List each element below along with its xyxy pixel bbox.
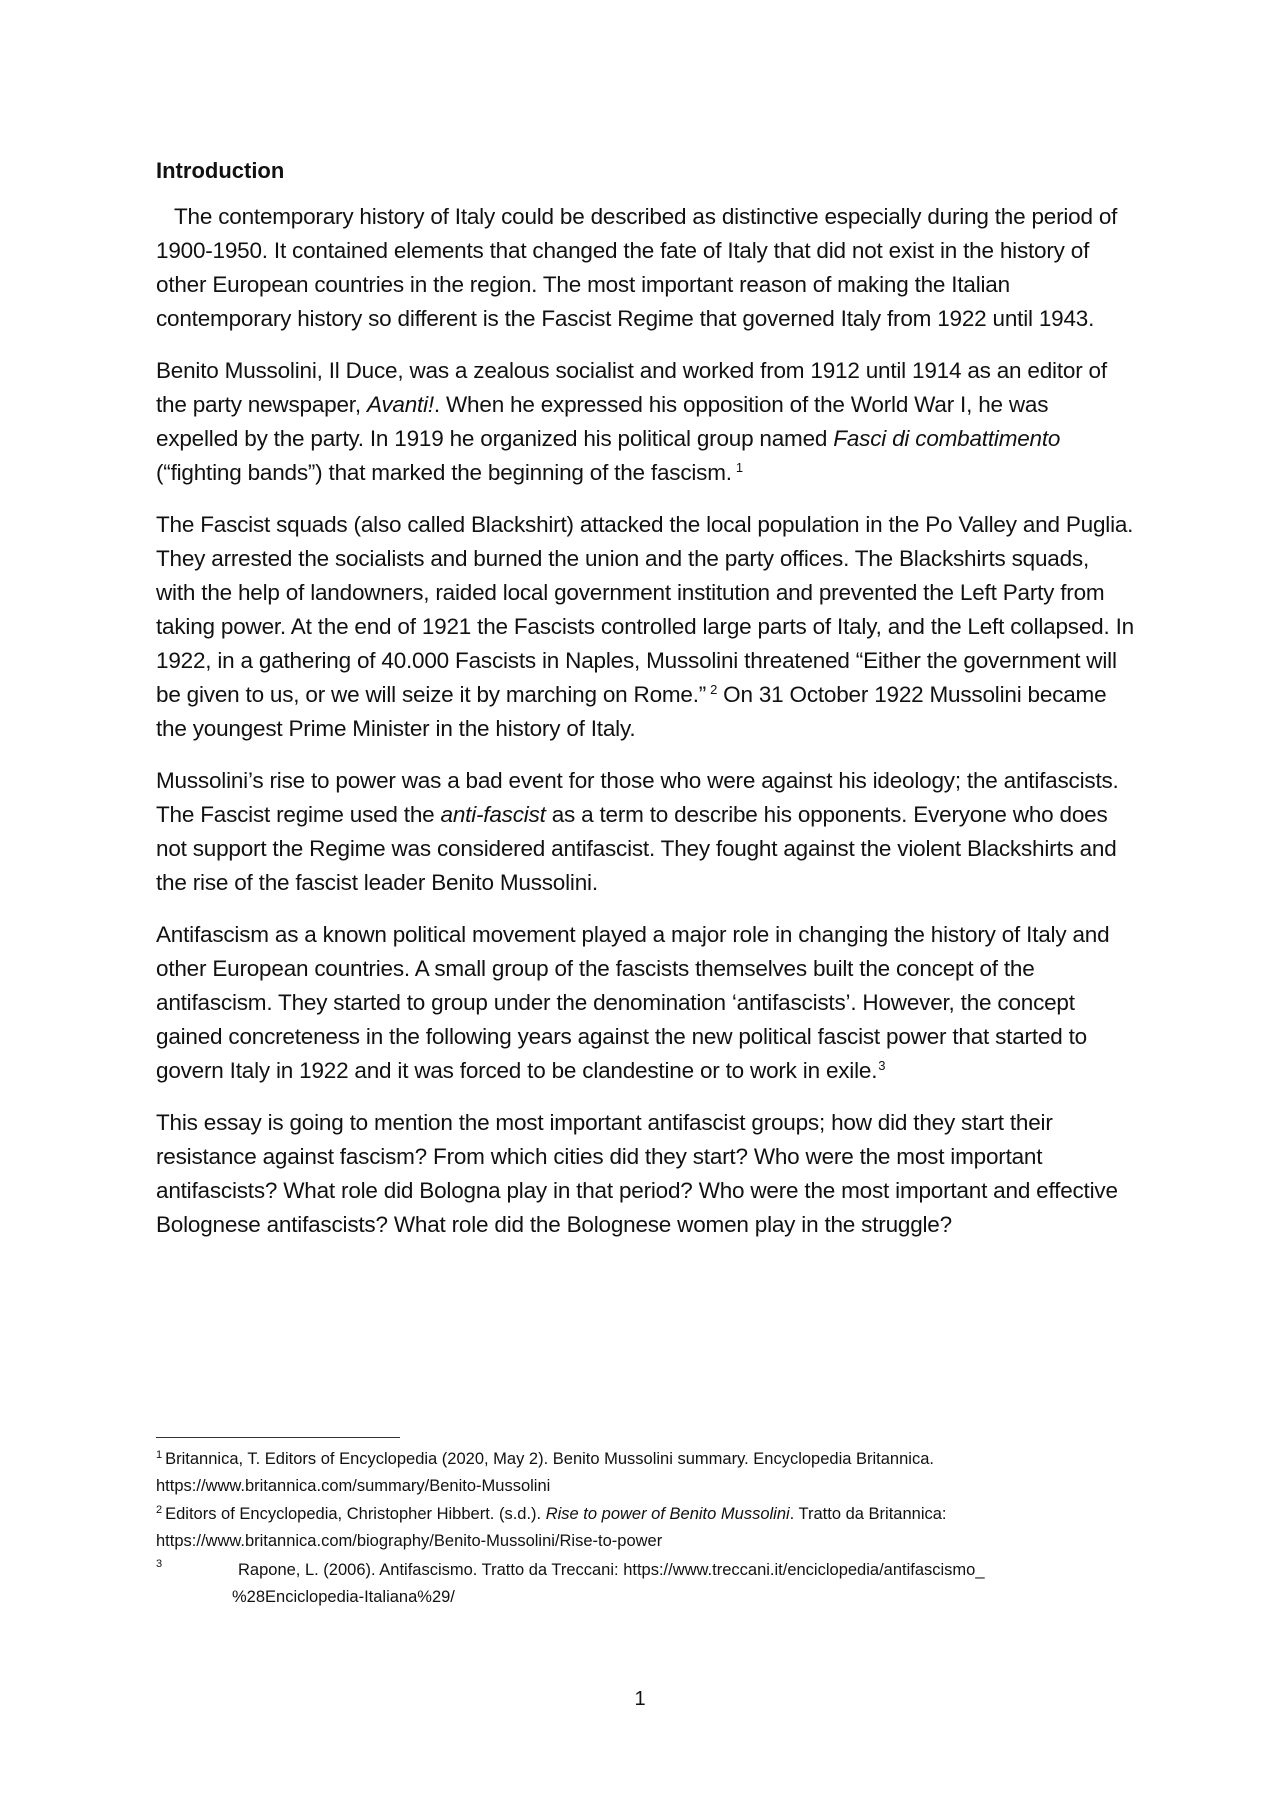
paragraph-4-text-a: Mussolini’s rise to power was a bad event for those who were against his ideology; the antifascists. The Fascist regime used the — [156, 768, 1119, 827]
footnote-3-line-2[interactable]: %28Enciclopedia-Italiana%29/ — [232, 1588, 455, 1606]
footnote-1 — [156, 1446, 1134, 1500]
section-heading: Introduction — [156, 158, 285, 183]
paragraph-4-text-c: as a term to describe his opponents. Everyone who does not support the Regime was considered antifascist. They fought against the violent Blackshirts and the rise of the fascist leader Benito Mussolini. — [156, 802, 1117, 895]
footnote-1-number: 1 — [156, 1448, 163, 1461]
footnote-1-link[interactable]: https://www.britannica.com/summary/Benito-Mussolini — [156, 1477, 551, 1495]
footnote-ref-1[interactable]: 1 — [735, 459, 743, 475]
page-number: 1 — [634, 1688, 646, 1710]
paragraph-5 — [156, 918, 1134, 1088]
footnote-3-number: 3 — [156, 1558, 163, 1570]
paragraph-6: This essay is going to mention the most important antifascist groups; how did they start their resistance against fascism? From which cities did they start? Who were the most important antifascists? What role did Bologna play in that period? Who were the most important and effective Bolognese antifascists? What role did the Bolognese women play in the struggle? — [156, 1110, 1118, 1237]
footnote-2 — [156, 1501, 1134, 1555]
footnote-2-number: 2 — [156, 1503, 163, 1516]
footnote-2-text-b: . Tratto da Britannica: — [789, 1505, 947, 1523]
paragraph-2-text-a: Benito Mussolini, Il Duce, was a zealous socialist and worked from 1912 until 1914 as an editor of the party newspaper, — [156, 358, 1107, 417]
paragraph-4 — [156, 764, 1134, 900]
paragraph-3-text-b: On 31 October 1922 Mussolini became the youngest Prime Minister in the history of Italy. — [156, 682, 1107, 741]
footnote-ref-3[interactable]: 3 — [878, 1057, 886, 1073]
paragraph-3 — [156, 508, 1134, 746]
newspaper-title: Avanti! — [366, 392, 434, 417]
footnote-ref-2[interactable]: 2 — [710, 681, 718, 697]
footnote-1-text: Britannica, T. Editors of Encyclopedia (2020, May 2). Benito Mussolini summary. Encyclopedia Britannica. — [165, 1450, 934, 1468]
paragraph-1: The contemporary history of Italy could be described as distinctive especially during the period of 1900-1950. It contained elements that changed the fate of Italy that did not exist in the history of other European countries in the region. The most important reason of making the Italian contemporary history so different is the Fascist Regime that governed Italy from 1922 until 1943. — [156, 204, 1118, 331]
footnote-2-text-a: Editors of Encyclopedia, Christopher Hibbert. (s.d.). — [165, 1505, 546, 1523]
footnote-2-link[interactable]: https://www.britannica.com/biography/Benito-Mussolini/Rise-to-power — [156, 1532, 663, 1550]
footnote-3-line-1[interactable]: Rapone, L. (2006). Antifascismo. Tratto da Treccani: https://www.treccani.it/enciclopedia/antifascismo_ — [238, 1561, 985, 1579]
paragraph-2 — [156, 354, 1134, 490]
footnotes-section — [156, 1437, 1134, 1611]
paragraph-2-text-c: . When he expressed his opposition of the World War I, he was expelled by the party. In 1919 he organized his political group named — [156, 392, 1049, 451]
footnote-3 — [156, 1557, 1134, 1611]
footnote-separator — [156, 1437, 400, 1438]
document-body — [156, 154, 1134, 1260]
paragraph-5-text-a: Antifascism as a known political movement played a major role in changing the history of Italy and other European countries. A small group of the fascists themselves built the concept of the antifascism. They started to group under the denomination ‘antifascists’. However, the concept gained concreteness in the following years against the new political fascist power that started to govern Italy in 1922 and it was forced to be clandestine or to work in exile. — [156, 922, 1110, 1083]
anti-fascist-term: anti-fascist — [440, 802, 546, 827]
paragraph-2-text-e: (“fighting bands”) that marked the beginning of the fascism. — [156, 460, 732, 485]
paragraph-3-text-a: The Fascist squads (also called Blackshirt) attacked the local population in the Po Valley and Puglia. They arrested the socialists and burned the union and the party offices. The Blackshirts squads, with the help of landowners, raided local government institution and prevented the Left Party from taking power. At the end of 1921 the Fascists controlled large parts of Italy, and the Left collapsed. In 1922, in a gathering of 40.000 Fascists in Naples, Mussolini threatened “Either the government will be given to us, or we will seize it by marching on Rome.” — [156, 512, 1134, 707]
group-name: Fasci di combattimento — [833, 426, 1061, 451]
footnote-2-title: Rise to power of Benito Mussolini — [545, 1505, 790, 1523]
